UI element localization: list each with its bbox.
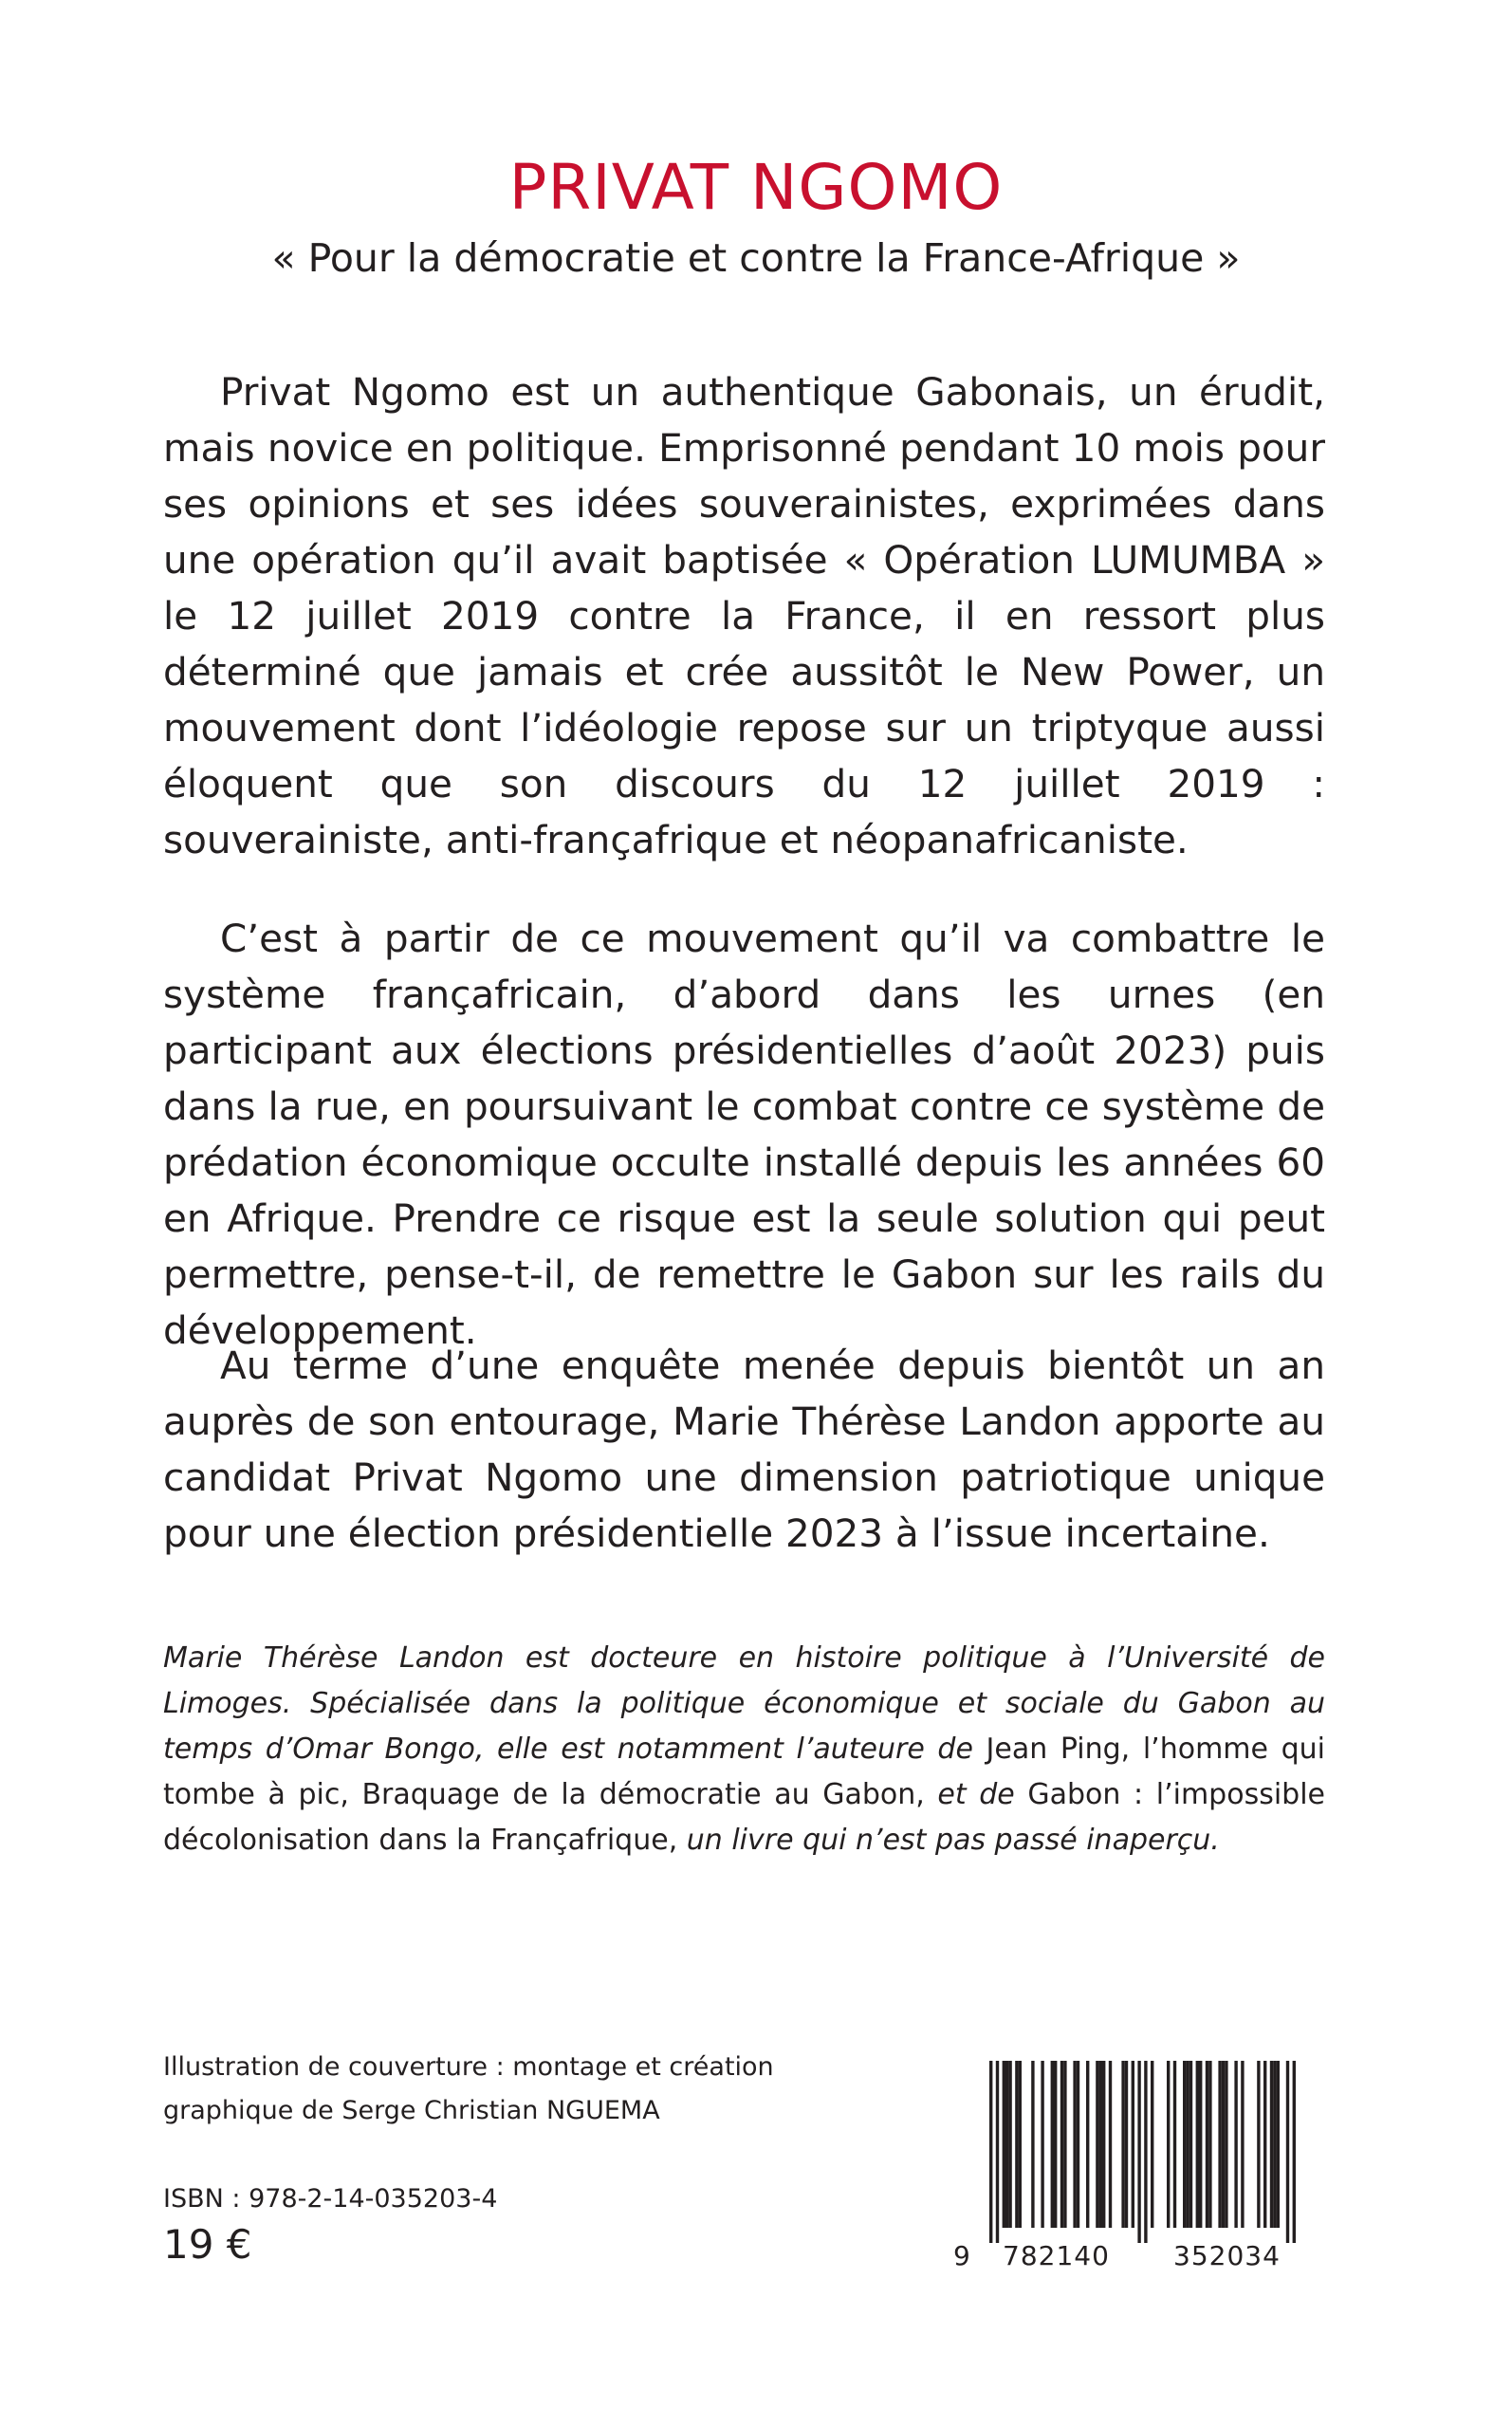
barcode-bar (1270, 2061, 1273, 2228)
barcode-bar (1003, 2061, 1005, 2228)
blurb-paragraph-3: Au terme d’une enquête menée depuis bientôt un an auprès de son entourage, Marie Thérèse Landon apporte au candidat Privat Ngomo une dimension patriotique unique pour une élection présidentielle 2023 à l’issue incertaine. (163, 1343, 1325, 1556)
author-book-title-2: Gabon : l’impossible décolonisation dans la Françafrique, (163, 1778, 1326, 1857)
barcode-bar (1008, 2061, 1011, 2228)
barcode-bar (1225, 2061, 1227, 2228)
barcode-right-digits: 352034 (1173, 2240, 1281, 2271)
barcode-bar (1132, 2061, 1134, 2228)
barcode-bar (1186, 2061, 1189, 2228)
barcode-bar (1286, 2061, 1289, 2243)
barcode-bars (953, 2061, 1325, 2243)
author-name: Marie Thérèse Landon (163, 1641, 505, 1675)
author-bio-text-1: est docteure en histoire politique à l’Université de Limoges. Spécialisée dans la politique économique et sociale du Gabon au temps d’Omar Bongo, elle est notamment l’auteure de (163, 1641, 1325, 1766)
cover-credit-line-2: graphique de Serge Christian NGUEMA (163, 2096, 660, 2125)
barcode-bar (1125, 2061, 1128, 2228)
barcode-bar (1096, 2061, 1098, 2228)
barcode-bar (1137, 2061, 1140, 2243)
barcode-bar (989, 2061, 992, 2243)
barcode-left-digits: 782140 (1003, 2240, 1110, 2271)
barcode-bar (1263, 2061, 1266, 2228)
barcode-bar (1041, 2061, 1043, 2228)
barcode-bar (1218, 2061, 1221, 2228)
barcode-bar (1196, 2061, 1199, 2228)
book-title: PRIVAT NGOMO (508, 151, 1004, 224)
barcode-digits (953, 2241, 1325, 2393)
barcode-bar (1173, 2061, 1176, 2228)
barcode-bar (1109, 2061, 1112, 2228)
barcode-bar (1073, 2061, 1076, 2228)
barcode-bar (1031, 2061, 1034, 2228)
barcode-bar (1167, 2061, 1170, 2228)
cover-credit (163, 2046, 827, 2133)
barcode-bar (1077, 2061, 1079, 2228)
blurb-paragraph-2: C’est à partir de ce mouvement qu’il va combattre le système françafricain, d’abord dans les urnes (en participant aux élections présidentielles d’août 2023) puis dans la rue, en poursuivant le combat contre ce système de prédation économique occulte installé depuis les années 60 en Afrique. Prendre ce risque est la seule solution qui peut permettre, pense-t-il, de remettre le Gabon sur les rails du développement. (163, 916, 1325, 1353)
barcode-bar (1222, 2061, 1225, 2228)
cover-credit-line-1: Illustration de couverture : montage et création (163, 2052, 774, 2082)
isbn-number: ISBN : 978-2-14-035203-4 (163, 2184, 498, 2214)
barcode-bar (1208, 2061, 1211, 2228)
author-bio-text-2: et de (924, 1778, 1028, 1811)
barcode-bar (1199, 2061, 1202, 2228)
barcode-bar (1121, 2061, 1124, 2228)
author-bio (163, 1636, 1325, 1863)
price-label: 19 € (163, 2221, 252, 2268)
barcode-bar (1277, 2061, 1280, 2228)
barcode-bar (1144, 2061, 1147, 2243)
author-bio-text-3: un livre qui n’est pas passé inaperçu. (677, 1824, 1220, 1857)
barcode-bar (1189, 2061, 1192, 2228)
book-subtitle: « Pour la démocratie et contre la France-Afrique » (271, 235, 1241, 281)
barcode-bar (1015, 2061, 1018, 2228)
barcode-bar (1257, 2061, 1260, 2228)
barcode-bar (1206, 2061, 1208, 2228)
barcode-bar (1054, 2061, 1057, 2228)
barcode-bar (1019, 2061, 1022, 2228)
barcode-bar (1241, 2061, 1244, 2228)
barcode-bar (1099, 2061, 1102, 2228)
barcode-bar (1063, 2061, 1066, 2228)
barcode-bar (996, 2061, 999, 2243)
author-book-title-1: Jean Ping, l’homme qui tombe à pic, Braquage de la démocratie au Gabon, (163, 1733, 1325, 1811)
barcode-bar (1183, 2061, 1186, 2228)
barcode-lead-digit: 9 (953, 2240, 971, 2271)
barcode-bar (1051, 2061, 1054, 2228)
barcode-bar (1060, 2061, 1063, 2228)
barcode-bar (1293, 2061, 1296, 2243)
barcode-bar (1005, 2061, 1008, 2228)
barcode-bar (1273, 2061, 1276, 2228)
isbn-barcode (953, 2061, 1325, 2271)
barcode-bar (1234, 2061, 1237, 2228)
blurb-paragraph-1: Privat Ngomo est un authentique Gabonais, un érudit, mais novice en politique. Emprisonné pendant 10 mois pour ses opinions et ses idées souverainistes, exprimées dans une opération qu’il avait baptisée « Opération LUMUMBA » le 12 juillet 2019 contre la France, il en ressort plus déterminé que jamais et crée aussitôt le New Power, un mouvement dont l’idéologie repose sur un triptyque aussi éloquent que son discours du 12 juillet 2019 : souverainiste, anti-françafrique et néopanafricaniste. (163, 369, 1325, 862)
barcode-bar (1086, 2061, 1089, 2228)
barcode-bar (1151, 2061, 1153, 2228)
barcode-bar (1102, 2061, 1105, 2228)
